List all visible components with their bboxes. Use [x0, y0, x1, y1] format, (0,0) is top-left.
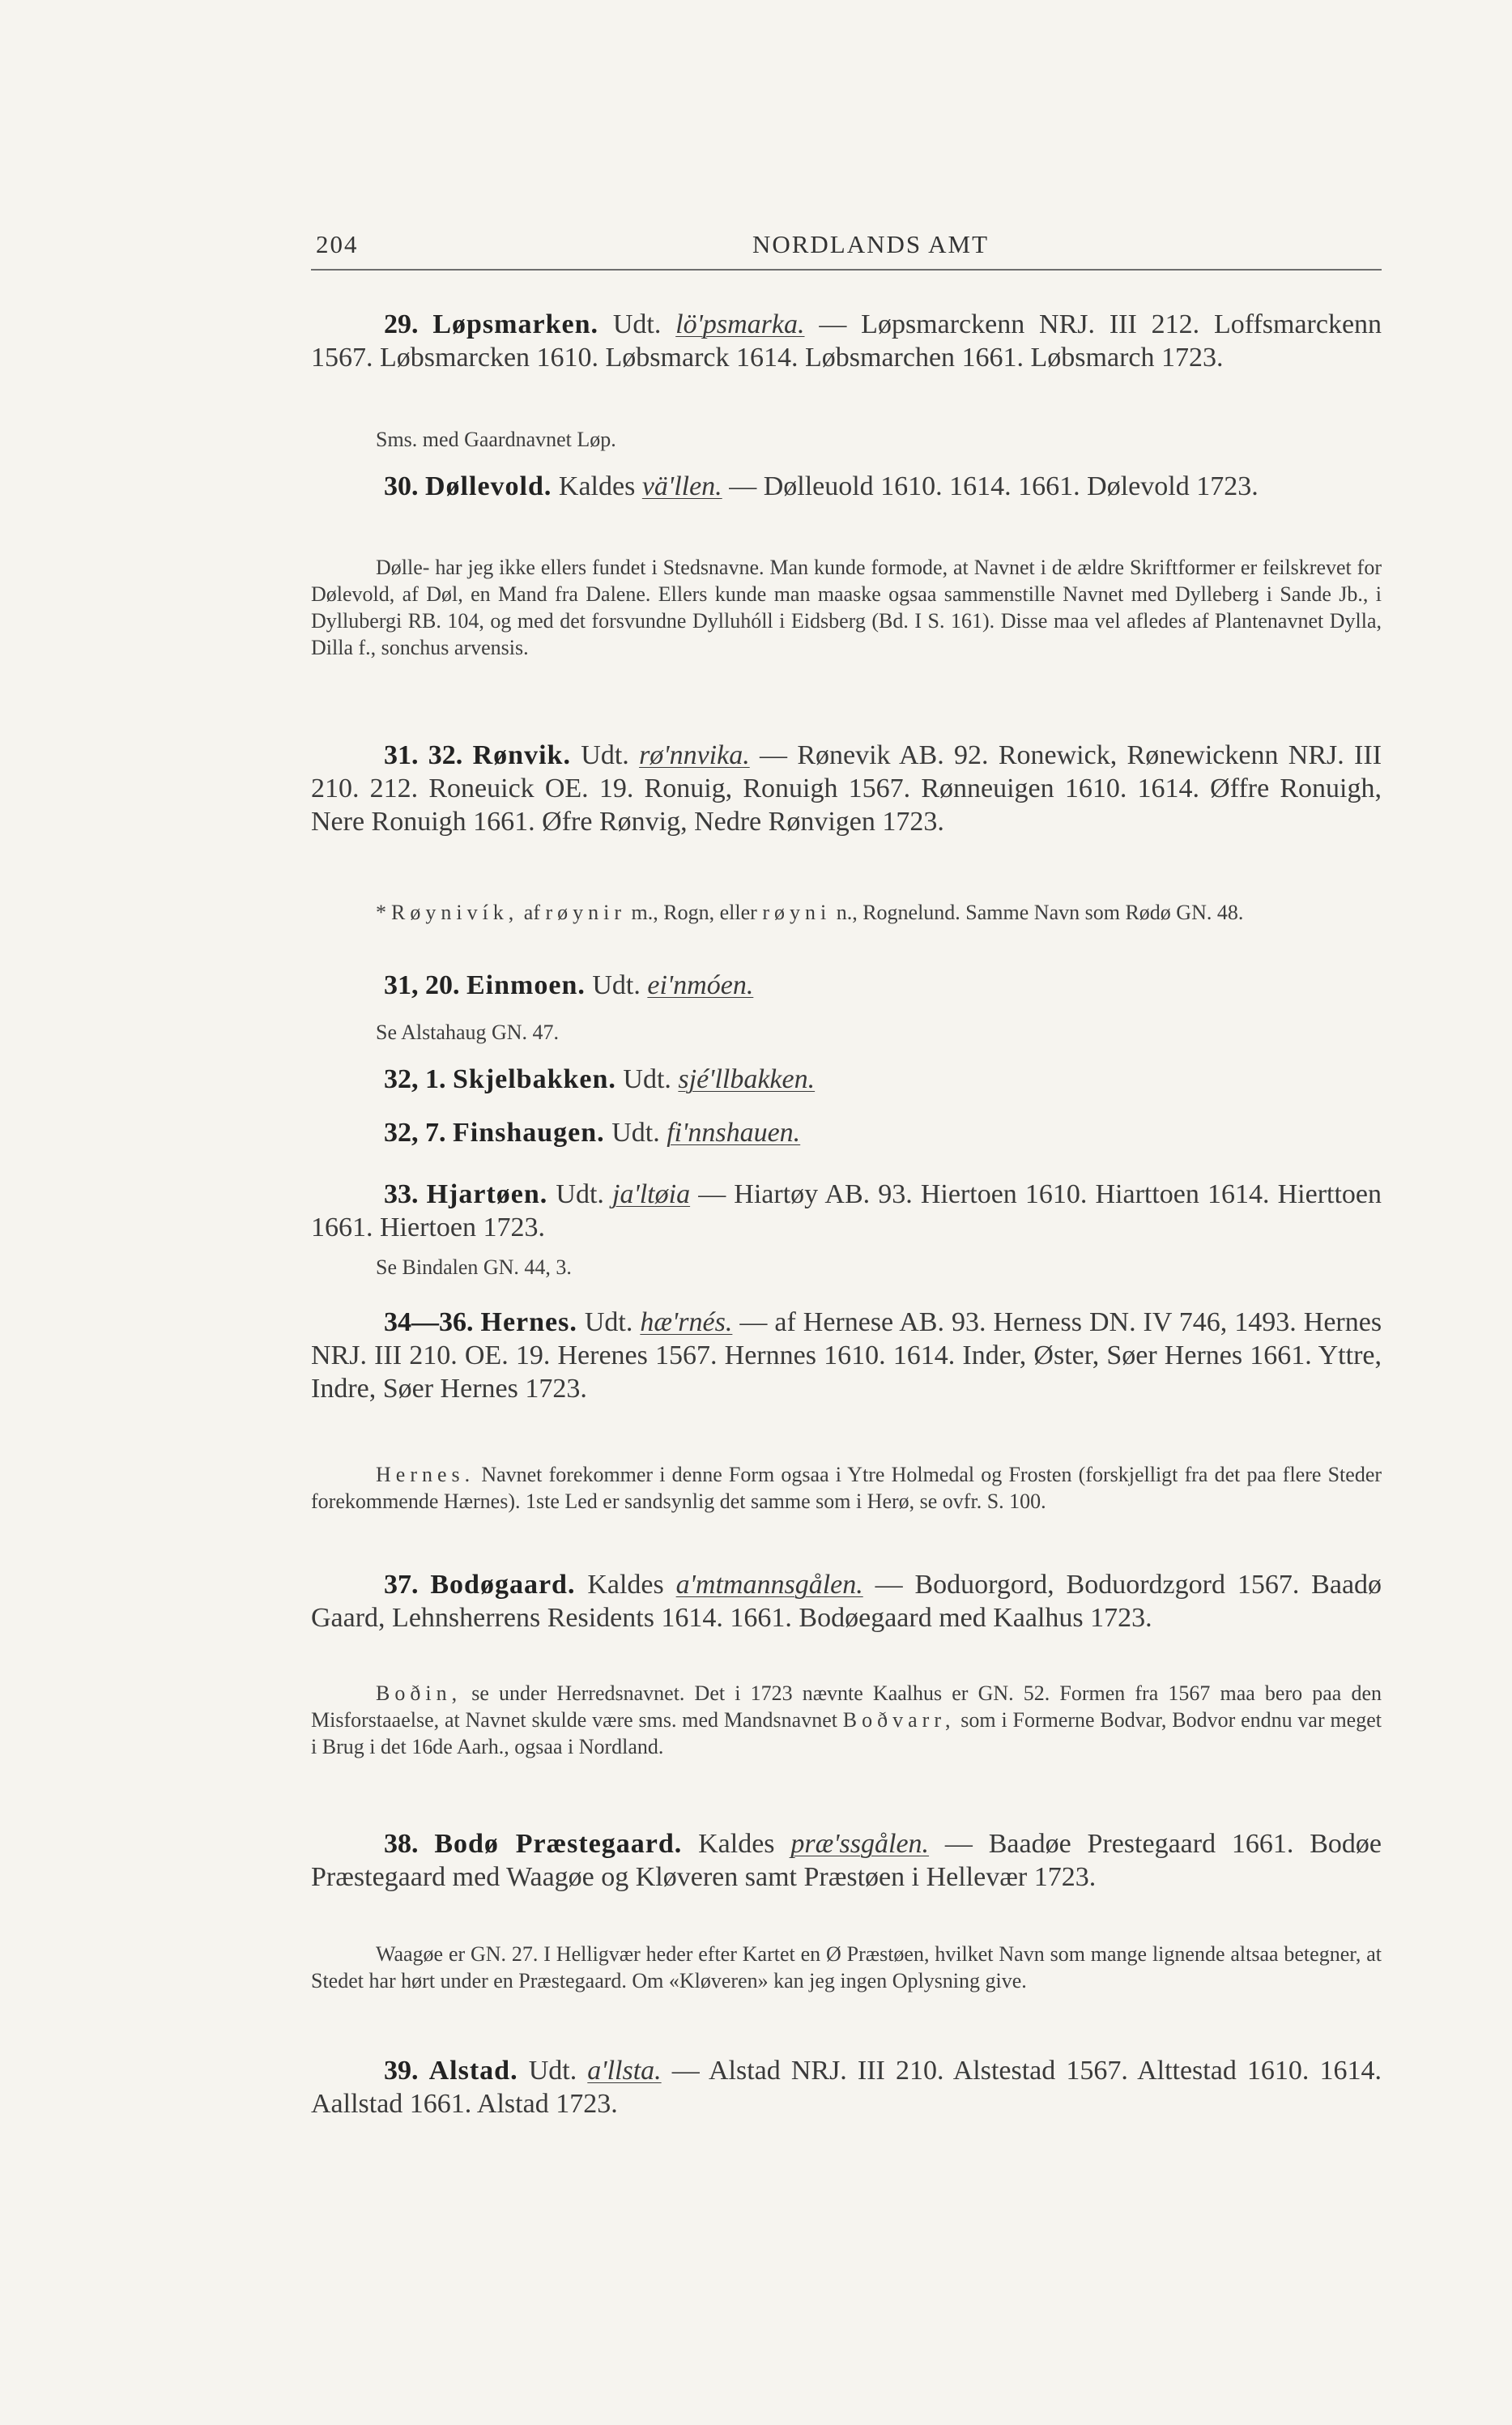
- pronunciation: a'mtmannsgålen.: [675, 1570, 863, 1600]
- pronunciation: fi'nnshauen.: [667, 1118, 801, 1148]
- entry-name: Hernes.: [480, 1307, 577, 1337]
- pronunciation: rø'nnvika.: [639, 740, 750, 770]
- entry-name: Løpsmarken.: [432, 309, 598, 339]
- entry-name: Hjartøen.: [426, 1179, 548, 1209]
- entry-32-1: 32, 1. Skjelbakken. Udt. sjé'llbakken.: [384, 1064, 816, 1094]
- entry-name: Bodø Præstegaard.: [434, 1829, 683, 1859]
- note-37: Boðin, se under Herredsnavnet. Det i 1723 nævnte Kaalhus er GN. 52. Formen fra 1567 maa bero paa den Misforstaaelse, at Navnet skulde være sms. med Mandsnavnet Boðvarr, som i Formerne Bodvar, Bodvor endnu var meget i Brug i det 16de Aarh., ogsaa i Nordland.: [311, 1681, 1382, 1758]
- pronunciation: hæ'rnés.: [640, 1307, 733, 1337]
- entry-name: Einmoen.: [466, 970, 586, 1000]
- entry-37: 37. Bodøgaard. Kaldes a'mtmannsgålen. — Boduorgord, Boduordzgord 1567. Baadø Gaard, Lehnsherrens Residents 1614. 1661. Bodøegaard med Kaalhus 1723.: [311, 1570, 1382, 1633]
- note-33: Se Bindalen GN. 44, 3.: [376, 1255, 572, 1279]
- pronunciation: præ'ssgålen.: [790, 1829, 930, 1859]
- pronunciation: lö'psmarka.: [675, 309, 805, 339]
- entry-name: Bodøgaard.: [430, 1570, 576, 1600]
- pronunciation: ei'nmóen.: [647, 970, 754, 1000]
- note-31-32: *Røynivík, af røynir m., Rogn, eller røyni n., Rognelund. Samme Navn som Rødø GN. 48.: [376, 901, 1244, 924]
- entry-38: 38. Bodø Præstegaard. Kaldes præ'ssgålen. — Baadøe Prestegaard 1661. Bodøe Præstegaard med Waagøe og Kløveren samt Præstøen i Hellevær 1723.: [311, 1829, 1382, 1892]
- page-number: 204: [316, 230, 359, 258]
- running-title: NORDLANDS AMT: [752, 230, 990, 258]
- entry-32-7: 32, 7. Finshaugen. Udt. fi'nnshauen.: [384, 1118, 801, 1148]
- pronunciation: ja'ltøia: [612, 1179, 691, 1209]
- entry-name: Døllevold.: [425, 471, 552, 501]
- note-30: Dølle- har jeg ikke ellers fundet i Stedsnavne. Man kunde formode, at Navnet i de ældre Skriftformer er feilskrevet for Dølevold, af Døl, en Mand fra Dalene. Ellers kunde man maaske ogsaa sammenstille Navnet med Dylleberg i Sande Jb., i Dyllubergi RB. 104, og med det forsvundne Dylluhóll i Eidsberg (Bd. I S. 161). Disse maa vel afledes af Plantenavnet Dylla, Dilla f., sonchus arvensis.: [311, 556, 1382, 659]
- entry-30: 30. Døllevold. Kaldes vä'llen. — Dølleuold 1610. 1614. 1661. Dølevold 1723.: [384, 471, 1259, 501]
- note-34-36: Hernes. Navnet forekommer i denne Form ogsaa i Ytre Holmedal og Frosten (forskjelligt fra det paa flere Steder forekommende Hærnes). 1ste Led er sandsynlig det samme som i Herø, se ovfr. S. 100.: [311, 1463, 1382, 1513]
- note-38: Waagøe er GN. 27. I Helligvær heder efter Kartet en Ø Præstøen, hvilket Navn som mange lignende altsaa betegner, at Stedet har hørt under en Præstegaard. Om «Kløveren» kan jeg ingen Oplysning give.: [311, 1942, 1382, 1992]
- entry-name: Finshaugen.: [453, 1118, 605, 1148]
- entry-39: 39. Alstad. Udt. a'llsta. — Alstad NRJ. III 210. Alstestad 1567. Alttestad 1610. 1614. Aallstad 1661. Alstad 1723.: [311, 2056, 1382, 2119]
- entry-31-20: 31, 20. Einmoen. Udt. ei'nmóen.: [384, 970, 754, 1000]
- page-header: [311, 228, 1382, 271]
- entry-31-32: 31. 32. Rønvik. Udt. rø'nnvika. — Rønevik AB. 92. Ronewick, Rønewickenn NRJ. III 210. 212. Roneuick OE. 19. Ronuig, Ronuigh 1567. Rønneuigen 1610. 1614. Øffre Ronuigh, Nere Ronuigh 1661. Øfre Rønvig, Nedre Rønvigen 1723.: [311, 740, 1382, 837]
- pronunciation: sjé'llbakken.: [678, 1064, 816, 1094]
- note-29: Sms. med Gaardnavnet Løp.: [376, 428, 616, 451]
- pronunciation: vä'llen.: [641, 471, 722, 501]
- entry-29: 29. Løpsmarken. Udt. lö'psmarka. — Løpsmarckenn NRJ. III 212. Loffsmarckenn 1567. Løbsmarcken 1610. Løbsmarck 1614. Løbsmarchen 1661. Løbsmarch 1723.: [311, 309, 1382, 373]
- note-31-20: Se Alstahaug GN. 47.: [376, 1021, 560, 1044]
- entry-name: Alstad.: [428, 2056, 518, 2086]
- entry-name: Skjelbakken.: [453, 1064, 616, 1094]
- entry-33: 33. Hjartøen. Udt. ja'ltøia — Hiartøy AB. 93. Hiertoen 1610. Hiarttoen 1614. Hierttoen 1661. Hiertoen 1723.: [311, 1179, 1382, 1242]
- entry-name: Rønvik.: [472, 740, 571, 770]
- pronunciation: a'llsta.: [587, 2056, 662, 2086]
- entry-34-36: 34—36. Hernes. Udt. hæ'rnés. — af Hernese AB. 93. Herness DN. IV 746, 1493. Hernes NRJ. III 210. OE. 19. Herenes 1567. Hernnes 1610. 1614. Inder, Øster, Søer Hernes 1661. Yttre, Indre, Søer Hernes 1723.: [311, 1307, 1382, 1404]
